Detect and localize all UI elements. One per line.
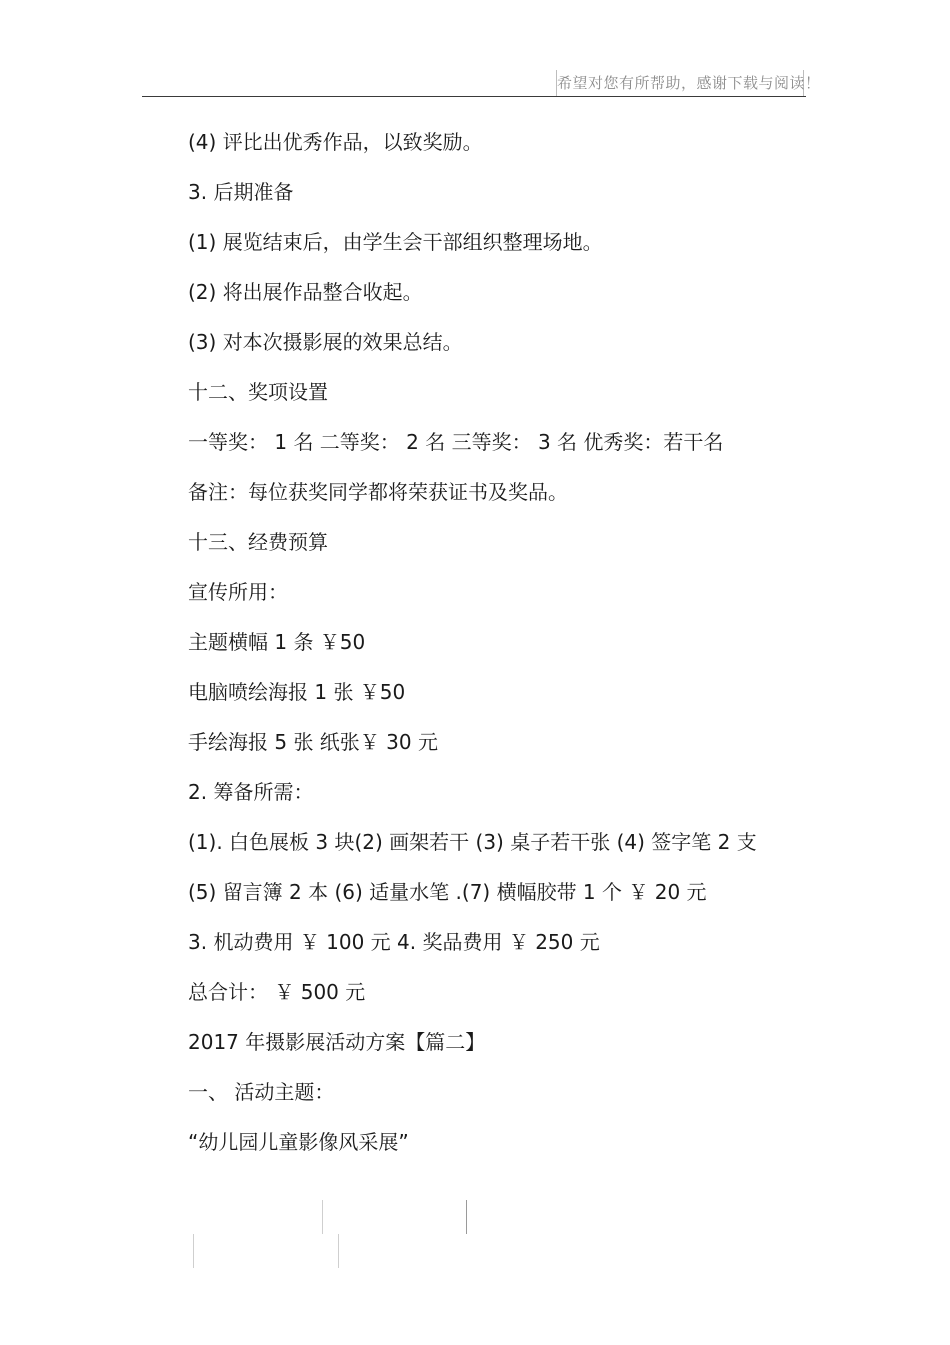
table-border-fragment (193, 1234, 194, 1268)
paragraph-line: (1). 白色展板 3 块(2) 画架若干 (3) 桌子若干张 (4) 签字笔 2 支 (188, 830, 757, 854)
paragraph-line: (2) 将出展作品整合收起。 (188, 280, 423, 304)
paragraph-line: (1) 展览结束后，由学生会干部组织整理场地。 (188, 230, 603, 254)
paragraph-line: 电脑喷绘海报 1 张 ￥50 (188, 680, 406, 704)
table-border-fragment (322, 1200, 323, 1234)
section-heading: 2. 筹备所需： (188, 780, 314, 804)
paragraph-line: 3. 机动费用 ￥ 100 元 4. 奖品费用 ￥ 250 元 (188, 930, 600, 954)
paragraph-line: “幼儿园儿童影像风采展” (188, 1130, 409, 1154)
document-body (188, 122, 828, 1172)
document-title: 2017 年摄影展活动方案【篇二】 (188, 1030, 486, 1054)
paragraph-line: 备注：每位获奖同学都将荣获证书及奖品。 (188, 480, 568, 504)
table-border-fragment (466, 1200, 467, 1234)
section-heading: 一、 活动主题： (188, 1080, 335, 1104)
paragraph-line: 总合计： ￥ 500 元 (188, 980, 366, 1004)
table-border-fragment (338, 1234, 339, 1268)
paragraph-line: 一等奖： 1 名 二等奖： 2 名 三等奖： 3 名 优秀奖：若干名 (188, 430, 724, 454)
header-divider (142, 96, 806, 97)
paragraph-line: (3) 对本次摄影展的效果总结。 (188, 330, 463, 354)
paragraph-line: 宣传所用： (188, 580, 288, 604)
header-note: 希望对您有所帮助，感谢下载与阅读！ (556, 70, 804, 96)
section-heading: 十二、奖项设置 (188, 380, 328, 404)
paragraph-line: 手绘海报 5 张 纸张￥ 30 元 (188, 730, 438, 754)
section-heading: 3. 后期准备 (188, 180, 294, 204)
paragraph-line: (5) 留言簿 2 本 (6) 适量水笔 .(7) 横幅胶带 1 个 ￥ 20 元 (188, 880, 707, 904)
paragraph-line: (4) 评比出优秀作品，以致奖励。 (188, 130, 483, 154)
paragraph-line: 主题横幅 1 条 ￥50 (188, 630, 366, 654)
section-heading: 十三、经费预算 (188, 530, 328, 554)
